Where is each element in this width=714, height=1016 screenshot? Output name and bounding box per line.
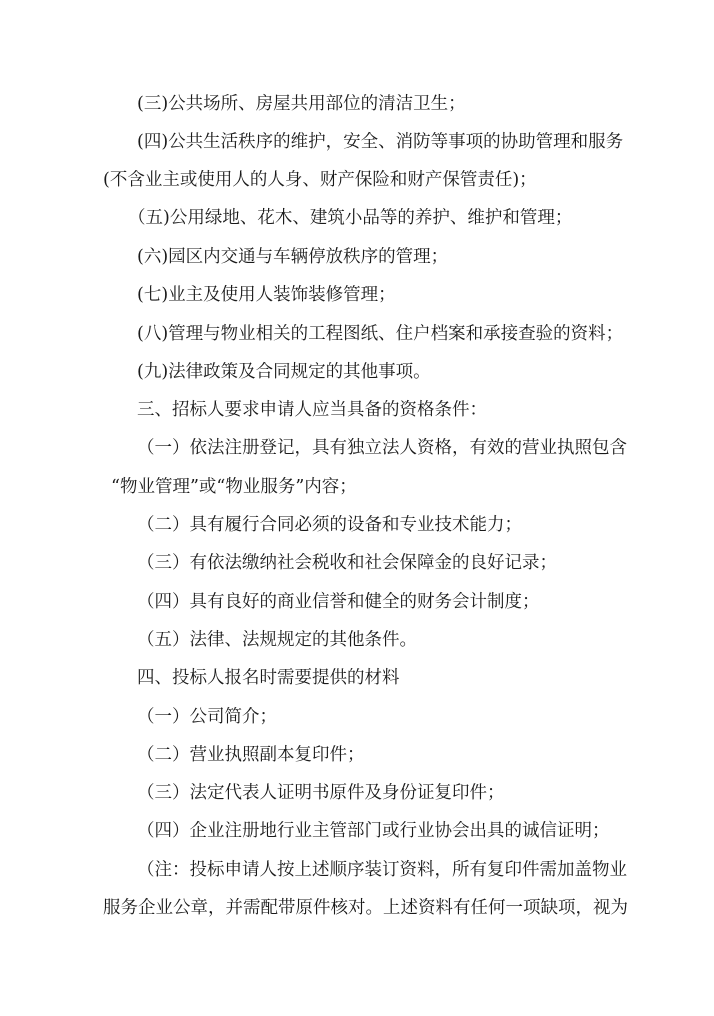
text-line: （三）有依法缴纳社会税收和社会保障金的良好记录；	[137, 553, 557, 573]
section-heading: 四、投标人报名时需要提供的材料	[137, 668, 400, 688]
text-line: （注：投标申请人按上述顺序装订资料，所有复印件需加盖物业	[137, 860, 627, 880]
text-line: (六)园区内交通与车辆停放秩序的管理；	[137, 247, 449, 267]
text-line: (四)公共生活秩序的维护，安全、消防等事项的协助管理和服务	[137, 132, 624, 152]
text-line: （一）公司简介；	[137, 707, 277, 727]
text-line: 服务企业公章，并需配带原件核对。上述资料有任何一项缺项，视为	[103, 898, 628, 918]
section-heading: 三、招标人要求申请人应当具备的资格条件：	[137, 400, 487, 420]
text-line: （二）具有履行合同必须的设备和专业技术能力；	[137, 515, 522, 535]
text-line: (九)法律政策及合同规定的其他事项。	[137, 362, 431, 382]
text-line: （三）法定代表人证明书原件及身份证复印件；	[137, 783, 505, 803]
text-line: （四）企业注册地行业主管部门或行业协会出具的诚信证明；	[137, 821, 610, 841]
text-line: (不含业主或使用人的人身、财产保险和财产保管责任)；	[103, 170, 537, 190]
text-line: （五）法律、法规规定的其他条件。	[137, 630, 417, 650]
text-line: (七)业主及使用人装饰装修管理；	[137, 285, 396, 305]
text-line: (三)公共场所、房屋共用部位的清洁卫生；	[137, 94, 466, 114]
text-line: （四）具有良好的商业信誉和健全的财务会计制度；	[137, 592, 540, 612]
text-line: “物业管理”或“物业服务”内容；	[111, 477, 357, 497]
text-line: （一）依法注册登记，具有独立法人资格，有效的营业执照包含	[137, 438, 627, 458]
text-line: (八)管理与物业相关的工程图纸、住户档案和承接查验的资料；	[137, 324, 624, 344]
text-line: （二）营业执照副本复印件；	[137, 745, 365, 765]
text-line: （五)公用绿地、花木、建筑小品等的养护、维护和管理；	[128, 208, 573, 228]
